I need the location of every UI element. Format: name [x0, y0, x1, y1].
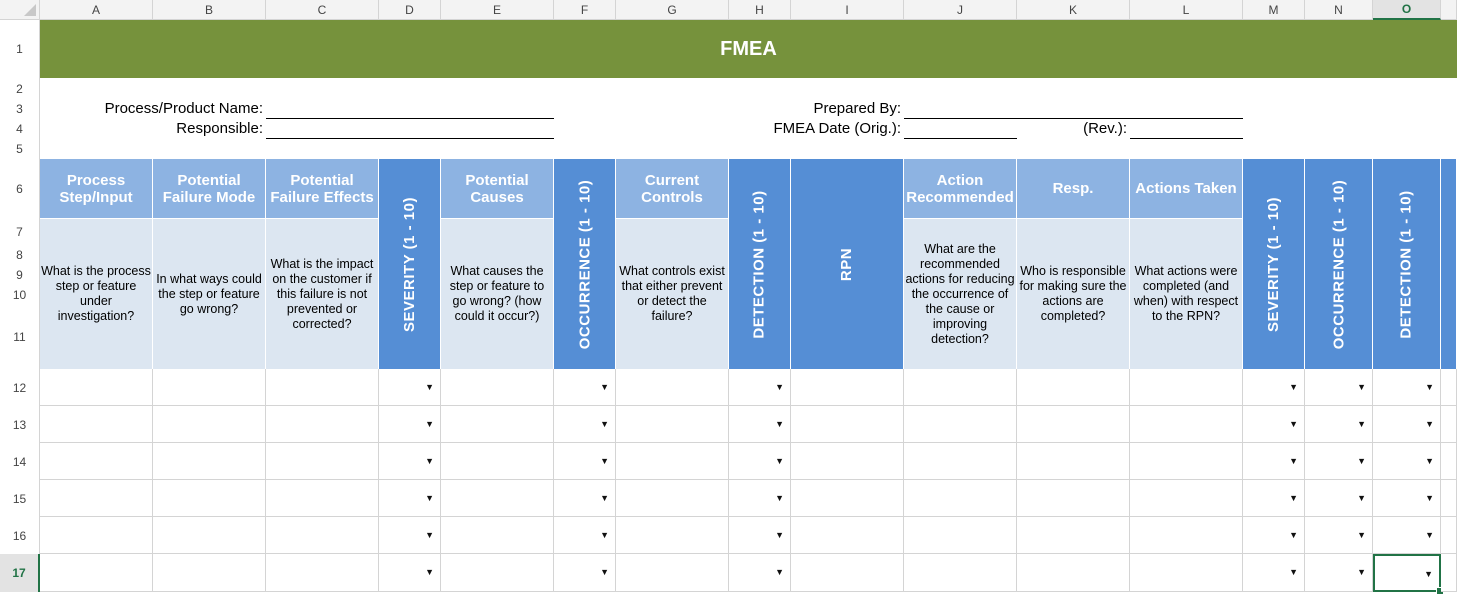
detection-label: DETECTION (1 - 10)	[751, 189, 768, 339]
dropdown-arrow-icon[interactable]: ▼	[425, 456, 434, 466]
occurrence-label: OCCURRENCE (1 - 10)	[576, 179, 593, 349]
column-header-b[interactable]: B	[153, 0, 266, 20]
header-process-step[interactable]: Process Step/Input	[40, 159, 153, 219]
cell-m15[interactable]	[1243, 480, 1305, 517]
cell-j15[interactable]	[904, 480, 1017, 517]
dropdown-arrow-icon[interactable]: ▼	[775, 456, 784, 466]
column-header-c[interactable]: C	[266, 0, 379, 20]
cell-i16[interactable]	[791, 517, 904, 554]
cell-i15[interactable]	[791, 480, 904, 517]
dropdown-arrow-icon[interactable]: ▼	[600, 567, 609, 577]
fmea-date-field[interactable]	[904, 138, 1017, 139]
responsible-field[interactable]	[266, 138, 554, 139]
column-header-o[interactable]: O	[1373, 0, 1441, 20]
cell-k14[interactable]	[1017, 443, 1130, 480]
cell-h12[interactable]	[729, 369, 791, 406]
cell-a13[interactable]	[40, 406, 153, 443]
cell-j12[interactable]	[904, 369, 1017, 406]
cell-n14[interactable]	[1305, 443, 1373, 480]
dropdown-arrow-icon[interactable]: ▼	[1289, 567, 1298, 577]
cell-n17[interactable]	[1305, 554, 1373, 592]
cell-e12[interactable]	[441, 369, 554, 406]
dropdown-arrow-icon[interactable]: ▼	[775, 567, 784, 577]
cell-e13[interactable]	[441, 406, 554, 443]
header-detection-2[interactable]	[1373, 159, 1441, 369]
cell-e16[interactable]	[441, 517, 554, 554]
dropdown-arrow-icon[interactable]: ▼	[1289, 530, 1298, 540]
desc-causes[interactable]: What causes the step or feature to go wrong? (how could it occur?)	[441, 219, 554, 369]
dropdown-arrow-icon[interactable]: ▼	[1357, 456, 1366, 466]
cell-j16[interactable]	[904, 517, 1017, 554]
dropdown-arrow-icon[interactable]: ▼	[425, 493, 434, 503]
header-occurrence[interactable]	[554, 159, 616, 369]
cell-overflow17[interactable]	[1441, 554, 1457, 592]
rev-label: (Rev.):	[1083, 120, 1127, 137]
header-detection[interactable]	[729, 159, 791, 369]
cell-g12[interactable]	[616, 369, 729, 406]
dropdown-arrow-icon[interactable]: ▼	[600, 530, 609, 540]
rpn-label: RPN	[838, 247, 856, 281]
cell-b17[interactable]	[153, 554, 266, 592]
cell-overflow12[interactable]	[1441, 369, 1457, 406]
column-header-h[interactable]: H	[729, 0, 791, 20]
cell-h17[interactable]	[729, 554, 791, 592]
dropdown-arrow-icon[interactable]: ▼	[1289, 419, 1298, 429]
cell-overflow15[interactable]	[1441, 480, 1457, 517]
cell-b13[interactable]	[153, 406, 266, 443]
dropdown-arrow-icon[interactable]: ▼	[600, 493, 609, 503]
cell-o15[interactable]	[1373, 480, 1441, 517]
cell-d16[interactable]	[379, 517, 441, 554]
cell-b15[interactable]	[153, 480, 266, 517]
header-controls[interactable]: Current Controls	[616, 159, 729, 219]
row-header-3[interactable]: 3	[0, 99, 40, 119]
header-resp[interactable]: Resp.	[1017, 159, 1130, 219]
cell-n16[interactable]	[1305, 517, 1373, 554]
select-all-corner[interactable]	[0, 0, 40, 20]
cell-o13[interactable]	[1373, 406, 1441, 443]
cell-o14[interactable]	[1373, 443, 1441, 480]
row-header-12[interactable]: 12	[0, 369, 40, 406]
dropdown-arrow-icon[interactable]: ▼	[425, 567, 434, 577]
cell-l15[interactable]	[1130, 480, 1243, 517]
cell-m17[interactable]	[1243, 554, 1305, 592]
column-header-overflow[interactable]	[1441, 0, 1457, 20]
cell-g16[interactable]	[616, 517, 729, 554]
cell-d12[interactable]	[379, 369, 441, 406]
header-actions-taken[interactable]: Actions Taken	[1130, 159, 1243, 219]
column-header-f[interactable]: F	[554, 0, 616, 20]
prepared-by-label: Prepared By:	[813, 100, 901, 117]
cell-j17[interactable]	[904, 554, 1017, 592]
cell-h14[interactable]	[729, 443, 791, 480]
row-header-16[interactable]: 16	[0, 517, 40, 554]
cell-m12[interactable]	[1243, 369, 1305, 406]
cell-n15[interactable]	[1305, 480, 1373, 517]
cell-i14[interactable]	[791, 443, 904, 480]
cell-i13[interactable]	[791, 406, 904, 443]
dropdown-arrow-icon[interactable]: ▼	[1289, 456, 1298, 466]
cell-overflow14[interactable]	[1441, 443, 1457, 480]
occurrence-2-label: OCCURRENCE (1 - 10)	[1330, 179, 1347, 349]
column-header-d[interactable]: D	[379, 0, 441, 20]
cell-a17[interactable]	[40, 554, 153, 592]
dropdown-arrow-icon[interactable]: ▼	[775, 419, 784, 429]
row-header-13[interactable]: 13	[0, 406, 40, 443]
cell-f13[interactable]	[554, 406, 616, 443]
cell-c17[interactable]	[266, 554, 379, 592]
dropdown-arrow-icon[interactable]: ▼	[600, 419, 609, 429]
cell-c15[interactable]	[266, 480, 379, 517]
cell-i12[interactable]	[791, 369, 904, 406]
cell-d13[interactable]	[379, 406, 441, 443]
rev-field[interactable]	[1130, 138, 1243, 139]
cell-f12[interactable]	[554, 369, 616, 406]
cell-h13[interactable]	[729, 406, 791, 443]
header-causes[interactable]: Potential Causes	[441, 159, 554, 219]
desc-action-recommended[interactable]: What are the recommended actions for reducing the occurrence of the cause or improving detection?	[904, 219, 1017, 369]
header-rpn[interactable]	[791, 159, 904, 369]
row-header-2[interactable]: 2	[0, 78, 40, 99]
cell-g13[interactable]	[616, 406, 729, 443]
row-header-4[interactable]: 4	[0, 119, 40, 139]
column-header-a[interactable]: A	[40, 0, 153, 20]
cell-g15[interactable]	[616, 480, 729, 517]
cell-m16[interactable]	[1243, 517, 1305, 554]
fmea-date-label: FMEA Date (Orig.):	[773, 120, 901, 137]
cell-d15[interactable]	[379, 480, 441, 517]
row-header-15[interactable]: 15	[0, 480, 40, 517]
cell-e15[interactable]	[441, 480, 554, 517]
column-header-i[interactable]: I	[791, 0, 904, 20]
cell-c12[interactable]	[266, 369, 379, 406]
cell-k16[interactable]	[1017, 517, 1130, 554]
cell-k15[interactable]	[1017, 480, 1130, 517]
cell-b14[interactable]	[153, 443, 266, 480]
header-action-recommended[interactable]: Action Recommended	[904, 159, 1017, 219]
dropdown-arrow-icon[interactable]: ▼	[425, 530, 434, 540]
cell-j13[interactable]	[904, 406, 1017, 443]
cell-l13[interactable]	[1130, 406, 1243, 443]
row-header-14[interactable]: 14	[0, 443, 40, 480]
dropdown-arrow-icon[interactable]: ▼	[1357, 382, 1366, 392]
header-overflow-column[interactable]	[1441, 159, 1457, 369]
desc-actions-taken[interactable]: What actions were completed (and when) with respect to the RPN?	[1130, 219, 1243, 369]
dropdown-arrow-icon[interactable]: ▼	[1425, 456, 1434, 466]
cell-f14[interactable]	[554, 443, 616, 480]
row-header-5[interactable]: 5	[0, 139, 40, 159]
dropdown-arrow-icon[interactable]: ▼	[1425, 382, 1434, 392]
cell-overflow16[interactable]	[1441, 517, 1457, 554]
header-severity[interactable]	[379, 159, 441, 369]
row-header-1[interactable]: 1	[0, 20, 40, 78]
row-header-17[interactable]: 17	[0, 554, 40, 592]
desc-process-step[interactable]: What is the process step or feature under investigation?	[40, 219, 153, 369]
cell-c14[interactable]	[266, 443, 379, 480]
cell-l14[interactable]	[1130, 443, 1243, 480]
cell-a12[interactable]	[40, 369, 153, 406]
cell-o16[interactable]	[1373, 517, 1441, 554]
process-name-label: Process/Product Name:	[104, 100, 263, 117]
cell-c16[interactable]	[266, 517, 379, 554]
cell-m13[interactable]	[1243, 406, 1305, 443]
cell-k17[interactable]	[1017, 554, 1130, 592]
cell-j14[interactable]	[904, 443, 1017, 480]
cell-c13[interactable]	[266, 406, 379, 443]
cell-h16[interactable]	[729, 517, 791, 554]
cell-overflow13[interactable]	[1441, 406, 1457, 443]
desc-failure-mode[interactable]: In what ways could the step or feature go wrong?	[153, 219, 266, 369]
dropdown-arrow-icon[interactable]: ▼	[1289, 382, 1298, 392]
header-occurrence-2[interactable]	[1305, 159, 1373, 369]
cell-k13[interactable]	[1017, 406, 1130, 443]
cell-o17[interactable]	[1373, 554, 1441, 592]
dropdown-arrow-icon[interactable]: ▼	[1425, 530, 1434, 540]
row-header-10[interactable]: 10	[0, 285, 40, 305]
cell-l16[interactable]	[1130, 517, 1243, 554]
dropdown-arrow-icon[interactable]: ▼	[1357, 419, 1366, 429]
cell-a15[interactable]	[40, 480, 153, 517]
cell-h15[interactable]	[729, 480, 791, 517]
header-failure-effects[interactable]: Potential Failure Effects	[266, 159, 379, 219]
dropdown-arrow-icon[interactable]: ▼	[775, 530, 784, 540]
cell-k12[interactable]	[1017, 369, 1130, 406]
cell-g17[interactable]	[616, 554, 729, 592]
process-name-field[interactable]	[266, 118, 554, 119]
cell-a14[interactable]	[40, 443, 153, 480]
header-severity-2[interactable]	[1243, 159, 1305, 369]
column-header-n[interactable]: N	[1305, 0, 1373, 20]
dropdown-arrow-icon[interactable]: ▼	[600, 382, 609, 392]
dropdown-arrow-icon[interactable]: ▼	[1424, 569, 1433, 579]
header-failure-mode[interactable]: Potential Failure Mode	[153, 159, 266, 219]
dropdown-arrow-icon[interactable]: ▼	[425, 382, 434, 392]
dropdown-arrow-icon[interactable]: ▼	[1357, 567, 1366, 577]
dropdown-arrow-icon[interactable]: ▼	[425, 419, 434, 429]
cell-e17[interactable]	[441, 554, 554, 592]
cell-i17[interactable]	[791, 554, 904, 592]
cell-g14[interactable]	[616, 443, 729, 480]
column-header-g[interactable]: G	[616, 0, 729, 20]
dropdown-arrow-icon[interactable]: ▼	[1357, 493, 1366, 503]
cell-o12[interactable]	[1373, 369, 1441, 406]
column-header-l[interactable]: L	[1130, 0, 1243, 20]
cell-d17[interactable]	[379, 554, 441, 592]
column-header-e[interactable]: E	[441, 0, 554, 20]
cell-l17[interactable]	[1130, 554, 1243, 592]
dropdown-arrow-icon[interactable]: ▼	[600, 456, 609, 466]
cell-d14[interactable]	[379, 443, 441, 480]
detection-2-label: DETECTION (1 - 10)	[1398, 189, 1415, 339]
fmea-title[interactable]: FMEA	[40, 20, 1457, 78]
desc-controls[interactable]: What controls exist that either prevent or detect the failure?	[616, 219, 729, 369]
cell-n13[interactable]	[1305, 406, 1373, 443]
cell-f15[interactable]	[554, 480, 616, 517]
severity-2-label: SEVERITY (1 - 10)	[1265, 196, 1282, 332]
dropdown-arrow-icon[interactable]: ▼	[1289, 493, 1298, 503]
column-header-k[interactable]: K	[1017, 0, 1130, 20]
severity-label: SEVERITY (1 - 10)	[401, 196, 418, 332]
dropdown-arrow-icon[interactable]: ▼	[1425, 493, 1434, 503]
cell-f17[interactable]	[554, 554, 616, 592]
cell-b16[interactable]	[153, 517, 266, 554]
desc-failure-effects[interactable]: What is the impact on the customer if this failure is not prevented or corrected?	[266, 219, 379, 369]
column-header-m[interactable]: M	[1243, 0, 1305, 20]
cell-f16[interactable]	[554, 517, 616, 554]
column-header-j[interactable]: J	[904, 0, 1017, 20]
cell-a16[interactable]	[40, 517, 153, 554]
select-all-triangle	[24, 4, 36, 16]
dropdown-arrow-icon[interactable]: ▼	[775, 493, 784, 503]
dropdown-arrow-icon[interactable]: ▼	[775, 382, 784, 392]
cell-e14[interactable]	[441, 443, 554, 480]
row-header-9[interactable]: 9	[0, 265, 40, 285]
cell-b12[interactable]	[153, 369, 266, 406]
row-header-11[interactable]: 11	[0, 305, 40, 369]
row-header-7[interactable]: 7	[0, 219, 40, 245]
cell-l12[interactable]	[1130, 369, 1243, 406]
cell-n12[interactable]	[1305, 369, 1373, 406]
row-header-6[interactable]: 6	[0, 159, 40, 219]
row-header-8[interactable]: 8	[0, 245, 40, 265]
desc-resp[interactable]: Who is responsible for making sure the actions are completed?	[1017, 219, 1130, 369]
dropdown-arrow-icon[interactable]: ▼	[1425, 419, 1434, 429]
dropdown-arrow-icon[interactable]: ▼	[1357, 530, 1366, 540]
responsible-label: Responsible:	[176, 120, 263, 137]
cell-m14[interactable]	[1243, 443, 1305, 480]
